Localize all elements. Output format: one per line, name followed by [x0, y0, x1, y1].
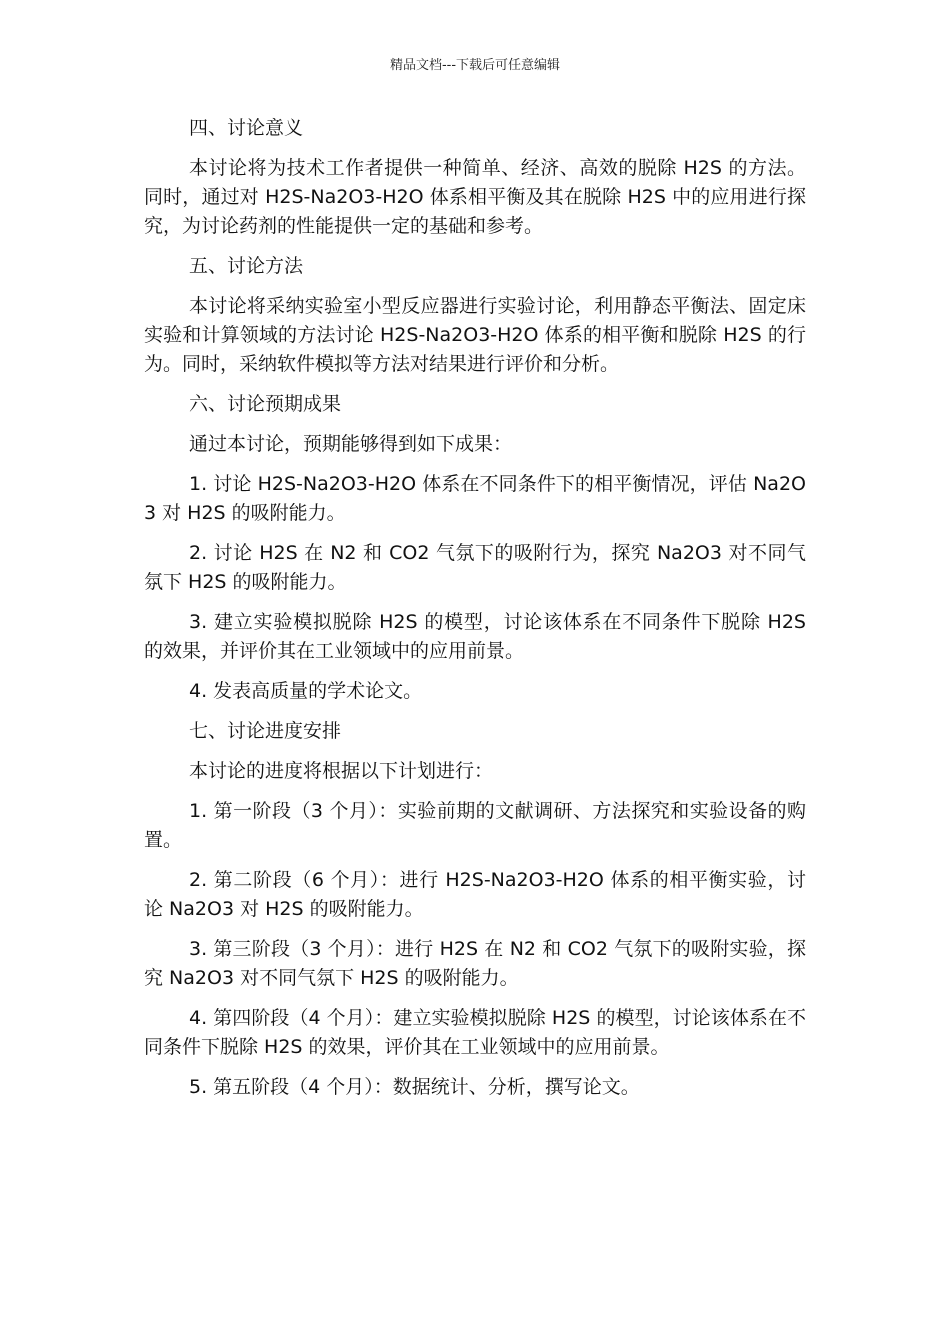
list-item-schedule-4: 4. 第四阶段（4 个月）：建立实验模拟脱除 H2S 的模型，讨论该体系在不同条件下脱除 H2S 的效果，评价其在工业领域中的应用前景。	[144, 1007, 806, 1058]
list-item-expected-3: 3. 建立实验模拟脱除 H2S 的模型，讨论该体系在不同条件下脱除 H2S 的效果，并评价其在工业领域中的应用前景。	[144, 611, 806, 662]
list-item-schedule-2: 2. 第二阶段（6 个月）：进行 H2S-Na2O3-H2O 体系的相平衡实验，讨论 Na2O3 对 H2S 的吸附能力。	[144, 869, 806, 920]
list-item-schedule-3: 3. 第三阶段（3 个月）：进行 H2S 在 N2 和 CO2 气氛下的吸附实验，探究 Na2O3 对不同气氛下 H2S 的吸附能力。	[144, 938, 806, 989]
list-item-expected-4: 4. 发表高质量的学术论文。	[189, 680, 423, 702]
list-item-schedule-5: 5. 第五阶段（4 个月）：数据统计、分析，撰写论文。	[189, 1076, 640, 1098]
list-item-schedule-1: 1. 第一阶段（3 个月）：实验前期的文献调研、方法探究和实验设备的购置。	[144, 800, 806, 851]
section-heading-methods: 五、讨论方法	[189, 255, 304, 277]
section-heading-significance: 四、讨论意义	[189, 117, 304, 139]
list-item-expected-1: 1. 讨论 H2S-Na2O3-H2O 体系在不同条件下的相平衡情况，评估 Na2O3 对 H2S 的吸附能力。	[144, 473, 806, 524]
page-header: 精品文档---下载后可任意编辑	[389, 58, 561, 73]
section-heading-schedule: 七、讨论进度安排	[189, 720, 342, 742]
paragraph-methods: 本讨论将采纳实验室小型反应器进行实验讨论，利用静态平衡法、固定床实验和计算领域的方法讨论 H2S-Na2O3-H2O 体系的相平衡和脱除 H2S 的行为。同时，采纳软件模拟等方法对结果进行评价和分析。	[144, 295, 806, 375]
paragraph-significance: 本讨论将为技术工作者提供一种简单、经济、高效的脱除 H2S 的方法。同时，通过对 H2S-Na2O3-H2O 体系相平衡及其在脱除 H2S 中的应用进行探究，为讨论药剂的性能提供一定的基础和参考。	[144, 157, 806, 237]
paragraph-schedule-intro: 本讨论的进度将根据以下计划进行：	[189, 760, 494, 782]
document-body	[144, 114, 806, 1113]
section-heading-expected-results: 六、讨论预期成果	[189, 393, 342, 415]
paragraph-expected-intro: 通过本讨论，预期能够得到如下成果：	[189, 433, 513, 455]
list-item-expected-2: 2. 讨论 H2S 在 N2 和 CO2 气氛下的吸附行为，探究 Na2O3 对不同气氛下 H2S 的吸附能力。	[144, 542, 806, 593]
